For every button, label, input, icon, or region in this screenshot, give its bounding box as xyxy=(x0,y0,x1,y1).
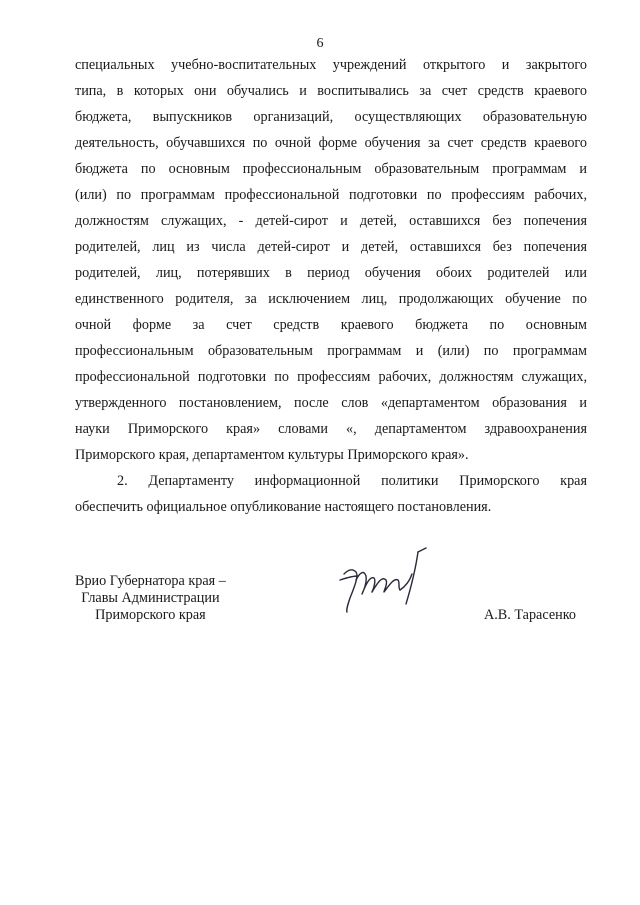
signatory-name: А.В. Тарасенко xyxy=(484,607,576,623)
body-line: профессиональной подготовки по профессиям рабочих, должностям служащих, xyxy=(75,369,587,385)
body-line: науки Приморского края» словами «, департаментом здравоохранения xyxy=(75,421,587,437)
body-line: единственного родителя, за исключением лиц, продолжающих обучение по xyxy=(75,291,587,307)
paragraph-2-line: 2. Департаменту информационной политики Приморского края xyxy=(117,473,587,489)
body-line: бюджета по основным профессиональным образовательным программам и xyxy=(75,161,587,177)
body-line: типа, в которых они обучались и воспитывались за счет средств краевого xyxy=(75,83,587,99)
body-line: бюджета, выпускников организаций, осуществляющих образовательную xyxy=(75,109,587,125)
body-line: Приморского края, департаментом культуры Приморского края». xyxy=(75,447,469,463)
body-line: родителей, лиц из числа детей-сирот и детей, оставшихся без попечения xyxy=(75,239,587,255)
page-number: 6 xyxy=(316,36,324,51)
signatory-position-line: Врио Губернатора края – xyxy=(75,573,226,589)
handwritten-signature xyxy=(334,540,434,616)
body-line: специальных учебно-воспитательных учреждений открытого и закрытого xyxy=(75,57,587,73)
body-line: родителей, лиц, потерявших в период обучения обоих родителей или xyxy=(75,265,587,281)
paragraph-2-line: обеспечить официальное опубликование настоящего постановления. xyxy=(75,499,492,515)
signatory-position xyxy=(75,573,226,624)
body-line: профессиональным образовательным программам и (или) по программам xyxy=(75,343,587,359)
signatory-position-line: Главы Администрации xyxy=(81,590,220,606)
body-line: утвержденного постановлением, после слов «департаментом образования и xyxy=(75,395,587,411)
signatory-position-line: Приморского края xyxy=(95,607,206,623)
body-line: деятельность, обучавшихся по очной форме обучения за счет средств краевого xyxy=(75,135,587,151)
body-line: очной форме за счет средств краевого бюджета по основным xyxy=(75,317,587,333)
body-line: должностям служащих, - детей-сирот и детей, оставшихся без попечения xyxy=(75,213,587,229)
body-line: (или) по программам профессиональной подготовки по профессиям рабочих, xyxy=(75,187,587,203)
